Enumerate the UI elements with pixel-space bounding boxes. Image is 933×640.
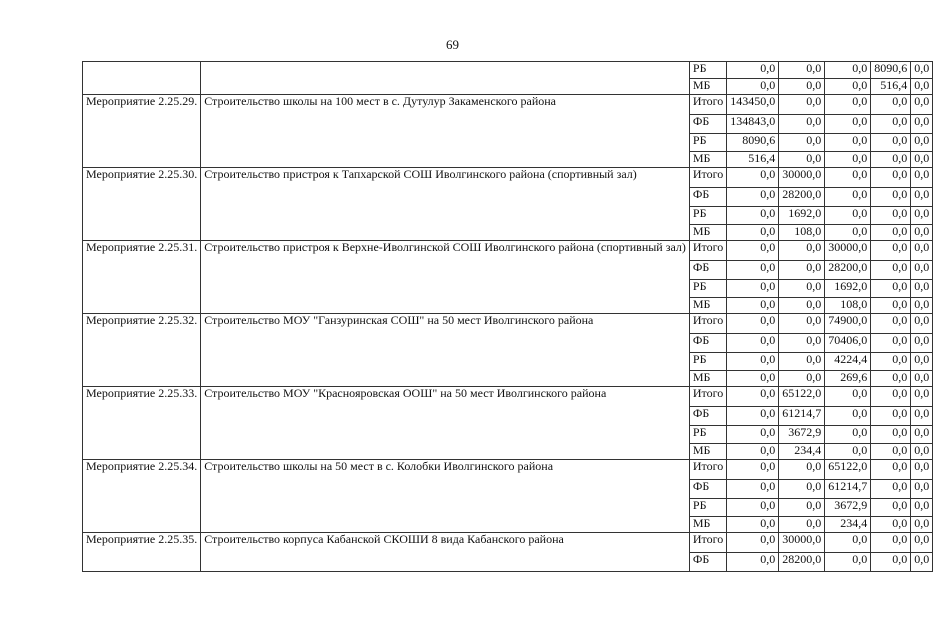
funding-source-cell: МБ	[689, 517, 726, 533]
funding-source-cell: Итого	[689, 533, 726, 553]
amount-cell: 0,0	[727, 444, 779, 460]
amount-cell: 0,0	[871, 152, 911, 168]
description-cell: Строительство корпуса Кабанской СКОШИ 8 вида Кабанского района	[201, 533, 690, 572]
table-row	[83, 460, 933, 480]
amount-cell: 0,0	[779, 480, 825, 499]
funding-source-cell: МБ	[689, 79, 726, 95]
amount-cell: 0,0	[911, 79, 933, 95]
measure-cell: Мероприятие 2.25.34.	[83, 460, 201, 533]
amount-cell: 0,0	[871, 134, 911, 152]
amount-cell: 0,0	[911, 188, 933, 207]
amount-cell: 0,0	[871, 533, 911, 553]
amount-cell: 0,0	[911, 353, 933, 371]
amount-cell: 61214,7	[825, 480, 871, 499]
amount-cell: 0,0	[727, 553, 779, 572]
amount-cell: 0,0	[871, 407, 911, 426]
amount-cell: 0,0	[779, 115, 825, 134]
amount-cell: 0,0	[727, 533, 779, 553]
funding-source-cell: МБ	[689, 152, 726, 168]
description-cell: Строительство МОУ "Краснояровская ООШ" на 50 мест Иволгинского района	[201, 387, 690, 460]
amount-cell: 108,0	[779, 225, 825, 241]
funding-source-cell: МБ	[689, 298, 726, 314]
amount-cell: 0,0	[871, 480, 911, 499]
page-number: 69	[446, 37, 459, 52]
amount-cell: 0,0	[779, 499, 825, 517]
description-cell: Строительство МОУ "Ганзуринская СОШ" на 50 мест Иволгинского района	[201, 314, 690, 387]
funding-source-cell: ФБ	[689, 115, 726, 134]
budget-table-body	[83, 62, 933, 572]
amount-cell: 0,0	[911, 444, 933, 460]
funding-source-cell: РБ	[689, 353, 726, 371]
table-row	[83, 62, 933, 79]
amount-cell: 108,0	[825, 298, 871, 314]
amount-cell: 0,0	[871, 225, 911, 241]
amount-cell: 28200,0	[779, 188, 825, 207]
measure-cell: Мероприятие 2.25.31.	[83, 241, 201, 314]
amount-cell: 0,0	[727, 314, 779, 334]
amount-cell: 0,0	[727, 188, 779, 207]
funding-source-cell: Итого	[689, 387, 726, 407]
amount-cell: 143450,0	[727, 95, 779, 115]
amount-cell: 0,0	[911, 152, 933, 168]
amount-cell: 0,0	[911, 134, 933, 152]
funding-source-cell: ФБ	[689, 261, 726, 280]
table-row	[83, 241, 933, 261]
amount-cell: 0,0	[825, 553, 871, 572]
amount-cell: 0,0	[911, 407, 933, 426]
amount-cell: 0,0	[779, 314, 825, 334]
funding-source-cell: РБ	[689, 280, 726, 298]
amount-cell: 0,0	[779, 79, 825, 95]
funding-source-cell: ФБ	[689, 188, 726, 207]
amount-cell: 134843,0	[727, 115, 779, 134]
amount-cell: 0,0	[779, 371, 825, 387]
amount-cell: 0,0	[871, 353, 911, 371]
amount-cell: 0,0	[727, 334, 779, 353]
amount-cell: 0,0	[911, 168, 933, 188]
amount-cell: 0,0	[871, 314, 911, 334]
table-row	[83, 95, 933, 115]
funding-source-cell: Итого	[689, 95, 726, 115]
amount-cell: 234,4	[779, 444, 825, 460]
amount-cell: 0,0	[871, 371, 911, 387]
amount-cell: 0,0	[825, 387, 871, 407]
funding-source-cell: Итого	[689, 314, 726, 334]
amount-cell: 0,0	[911, 115, 933, 134]
funding-source-cell: Итого	[689, 460, 726, 480]
amount-cell: 0,0	[727, 407, 779, 426]
amount-cell: 0,0	[911, 314, 933, 334]
measure-cell: Мероприятие 2.25.35.	[83, 533, 201, 572]
amount-cell: 0,0	[911, 225, 933, 241]
amount-cell: 0,0	[871, 95, 911, 115]
amount-cell: 0,0	[825, 62, 871, 79]
amount-cell: 0,0	[871, 207, 911, 225]
amount-cell: 516,4	[871, 79, 911, 95]
amount-cell: 8090,6	[871, 62, 911, 79]
measure-cell: Мероприятие 2.25.33.	[83, 387, 201, 460]
amount-cell: 0,0	[727, 387, 779, 407]
amount-cell: 0,0	[825, 207, 871, 225]
amount-cell: 30000,0	[779, 533, 825, 553]
description-cell: Строительство пристроя к Верхне-Иволгинской СОШ Иволгинского района (спортивный зал)	[201, 241, 690, 314]
amount-cell: 0,0	[727, 207, 779, 225]
amount-cell: 0,0	[871, 460, 911, 480]
amount-cell: 0,0	[871, 387, 911, 407]
funding-source-cell: МБ	[689, 371, 726, 387]
amount-cell: 0,0	[911, 387, 933, 407]
amount-cell: 0,0	[871, 168, 911, 188]
amount-cell: 0,0	[825, 444, 871, 460]
amount-cell: 0,0	[825, 426, 871, 444]
amount-cell: 0,0	[727, 168, 779, 188]
funding-source-cell: РБ	[689, 426, 726, 444]
amount-cell: 0,0	[871, 115, 911, 134]
amount-cell: 0,0	[911, 460, 933, 480]
amount-cell: 0,0	[911, 480, 933, 499]
amount-cell: 0,0	[911, 517, 933, 533]
amount-cell: 0,0	[779, 517, 825, 533]
table-row	[83, 533, 933, 553]
amount-cell: 0,0	[871, 553, 911, 572]
amount-cell: 0,0	[825, 79, 871, 95]
measure-cell: Мероприятие 2.25.29.	[83, 95, 201, 168]
description-cell: Строительство школы на 100 мест в с. Дутулур Закаменского района	[201, 95, 690, 168]
amount-cell: 0,0	[779, 62, 825, 79]
amount-cell: 516,4	[727, 152, 779, 168]
amount-cell: 4224,4	[825, 353, 871, 371]
table-row	[83, 387, 933, 407]
amount-cell: 0,0	[779, 460, 825, 480]
amount-cell: 0,0	[825, 225, 871, 241]
amount-cell: 0,0	[727, 79, 779, 95]
amount-cell: 0,0	[911, 241, 933, 261]
amount-cell: 0,0	[911, 298, 933, 314]
amount-cell: 0,0	[871, 261, 911, 280]
amount-cell: 0,0	[779, 298, 825, 314]
amount-cell: 0,0	[779, 353, 825, 371]
funding-source-cell: ФБ	[689, 553, 726, 572]
amount-cell: 0,0	[727, 460, 779, 480]
amount-cell: 8090,6	[727, 134, 779, 152]
amount-cell: 0,0	[825, 168, 871, 188]
amount-cell: 234,4	[825, 517, 871, 533]
amount-cell: 0,0	[727, 426, 779, 444]
amount-cell: 28200,0	[779, 553, 825, 572]
description-cell: Строительство школы на 50 мест в с. Колобки Иволгинского района	[201, 460, 690, 533]
amount-cell: 0,0	[727, 371, 779, 387]
amount-cell: 0,0	[779, 261, 825, 280]
amount-cell: 0,0	[727, 499, 779, 517]
funding-source-cell: РБ	[689, 207, 726, 225]
amount-cell: 74900,0	[825, 314, 871, 334]
amount-cell: 0,0	[911, 371, 933, 387]
amount-cell: 0,0	[779, 241, 825, 261]
amount-cell: 65122,0	[779, 387, 825, 407]
amount-cell: 0,0	[779, 134, 825, 152]
amount-cell: 0,0	[871, 280, 911, 298]
amount-cell: 0,0	[727, 62, 779, 79]
amount-cell: 0,0	[871, 188, 911, 207]
funding-source-cell: МБ	[689, 444, 726, 460]
funding-source-cell: РБ	[689, 499, 726, 517]
amount-cell: 3672,9	[825, 499, 871, 517]
amount-cell: 0,0	[911, 334, 933, 353]
amount-cell: 3672,9	[779, 426, 825, 444]
table-row	[83, 168, 933, 188]
funding-source-cell: ФБ	[689, 407, 726, 426]
amount-cell: 0,0	[727, 353, 779, 371]
amount-cell: 0,0	[825, 134, 871, 152]
amount-cell: 0,0	[911, 207, 933, 225]
measure-cell	[83, 62, 201, 95]
funding-source-cell: Итого	[689, 241, 726, 261]
amount-cell: 65122,0	[825, 460, 871, 480]
amount-cell: 0,0	[825, 188, 871, 207]
amount-cell: 0,0	[727, 261, 779, 280]
description-cell	[201, 62, 690, 95]
amount-cell: 0,0	[911, 280, 933, 298]
amount-cell: 0,0	[871, 517, 911, 533]
amount-cell: 0,0	[871, 499, 911, 517]
funding-source-cell: МБ	[689, 225, 726, 241]
amount-cell: 0,0	[825, 533, 871, 553]
funding-source-cell: РБ	[689, 62, 726, 79]
amount-cell: 28200,0	[825, 261, 871, 280]
amount-cell: 1692,0	[825, 280, 871, 298]
amount-cell: 0,0	[825, 407, 871, 426]
amount-cell: 0,0	[871, 298, 911, 314]
amount-cell: 0,0	[871, 426, 911, 444]
amount-cell: 0,0	[911, 499, 933, 517]
description-cell: Строительство пристроя к Тапхарской СОШ Иволгинского района (спортивный зал)	[201, 168, 690, 241]
amount-cell: 0,0	[779, 280, 825, 298]
amount-cell: 269,6	[825, 371, 871, 387]
amount-cell: 1692,0	[779, 207, 825, 225]
amount-cell: 0,0	[911, 62, 933, 79]
amount-cell: 70406,0	[825, 334, 871, 353]
amount-cell: 0,0	[825, 115, 871, 134]
table-row	[83, 314, 933, 334]
amount-cell: 0,0	[911, 553, 933, 572]
amount-cell: 0,0	[727, 480, 779, 499]
amount-cell: 0,0	[911, 95, 933, 115]
amount-cell: 0,0	[727, 241, 779, 261]
amount-cell: 0,0	[779, 152, 825, 168]
measure-cell: Мероприятие 2.25.32.	[83, 314, 201, 387]
measure-cell: Мероприятие 2.25.30.	[83, 168, 201, 241]
funding-source-cell: РБ	[689, 134, 726, 152]
amount-cell: 0,0	[871, 241, 911, 261]
amount-cell: 0,0	[825, 152, 871, 168]
amount-cell: 0,0	[779, 95, 825, 115]
amount-cell: 30000,0	[779, 168, 825, 188]
amount-cell: 0,0	[825, 95, 871, 115]
amount-cell: 61214,7	[779, 407, 825, 426]
amount-cell: 0,0	[727, 298, 779, 314]
amount-cell: 0,0	[871, 334, 911, 353]
funding-source-cell: ФБ	[689, 334, 726, 353]
amount-cell: 0,0	[727, 280, 779, 298]
amount-cell: 0,0	[779, 334, 825, 353]
funding-source-cell: ФБ	[689, 480, 726, 499]
amount-cell: 0,0	[727, 225, 779, 241]
budget-table	[82, 61, 933, 572]
amount-cell: 0,0	[911, 533, 933, 553]
amount-cell: 0,0	[911, 261, 933, 280]
amount-cell: 0,0	[727, 517, 779, 533]
amount-cell: 0,0	[871, 444, 911, 460]
amount-cell: 0,0	[911, 426, 933, 444]
funding-source-cell: Итого	[689, 168, 726, 188]
amount-cell: 30000,0	[825, 241, 871, 261]
